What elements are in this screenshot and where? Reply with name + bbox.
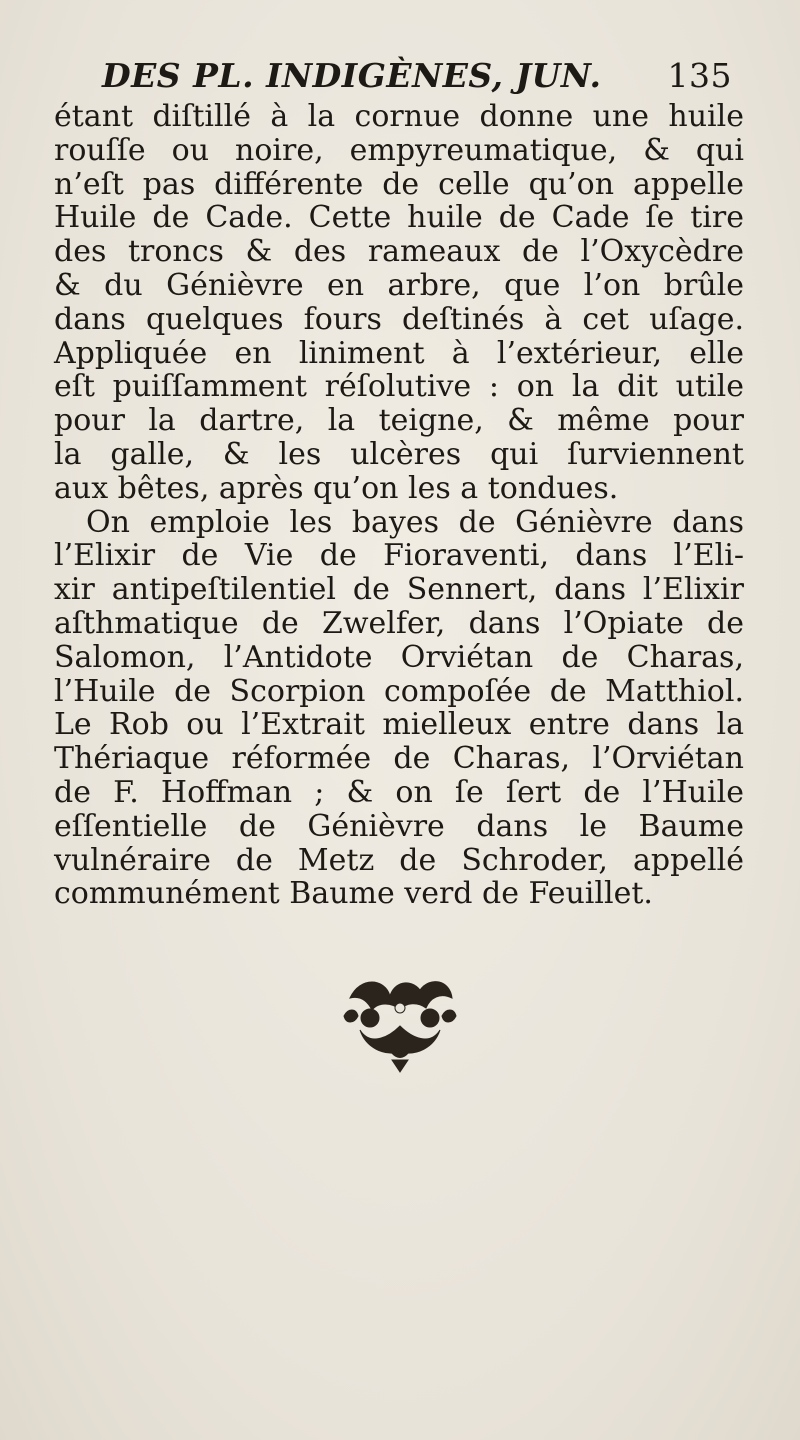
text-line: Thériaque réformée de Charas, l’Orviétan [54, 741, 744, 777]
text-line: eſt puiſſamment réſolutive : on la dit utile [54, 369, 744, 405]
text-line: eſſentielle de Génièvre dans le Baume [54, 808, 744, 844]
text-line: n’eſt pas différente de celle qu’on appelle [54, 166, 744, 202]
text-line: dans quelques fours deſtinés à cet uſage. [54, 301, 744, 337]
text-line: xir antipeſtilentiel de Sennert, dans l’Elixir [54, 572, 744, 608]
text-line: l’Huile de Scorpion compoſée de Matthiol. [54, 673, 744, 709]
text-line: Appliquée en liniment à l’extérieur, elle [54, 335, 744, 371]
text-line: rouſſe ou noire, empyreumatique, & qui [54, 132, 744, 168]
text-line: la galle, & les ulcères qui ſurviennent [54, 436, 744, 472]
text-line: des troncs & des rameaux de l’Oxycèdre [54, 234, 744, 270]
text-line: de F. Hoffman ; & on ſe ſert de l’Huile [54, 774, 744, 810]
text-line: aux bêtes, après qu’on les a tondues. [54, 470, 619, 506]
running-title: DES PL. INDIGÈNES, JUN. [102, 56, 602, 95]
text-line: communément Baume verd de Feuillet. [54, 876, 653, 912]
text-line: étant diſtillé à la cornue donne une huile [54, 99, 744, 134]
page-number: 135 [667, 56, 732, 95]
text-line: Le Rob ou l’Extrait mielleux entre dans la [54, 707, 744, 743]
text-line: Huile de Cade. Cette huile de Cade ſe tire [54, 200, 744, 236]
text-line: pour la dartre, la teigne, & même pour [54, 403, 744, 439]
text-line: & du Génièvre en arbre, que l’on brûle [54, 267, 744, 303]
floral-ornament-icon [330, 968, 470, 1078]
text-line: vulnéraire de Metz de Schroder, appellé [54, 842, 744, 878]
text-line: l’Elixir de Vie de Fioraventi, dans l’Eli- [54, 538, 744, 574]
body-text [54, 100, 744, 911]
text-line: On emploie les bayes de Génièvre dans [86, 504, 744, 540]
text-line: aſthmatique de Zwelfer, dans l’Opiate de [54, 605, 744, 641]
text-line: Salomon, l’Antidote Orviétan de Charas, [54, 639, 744, 675]
